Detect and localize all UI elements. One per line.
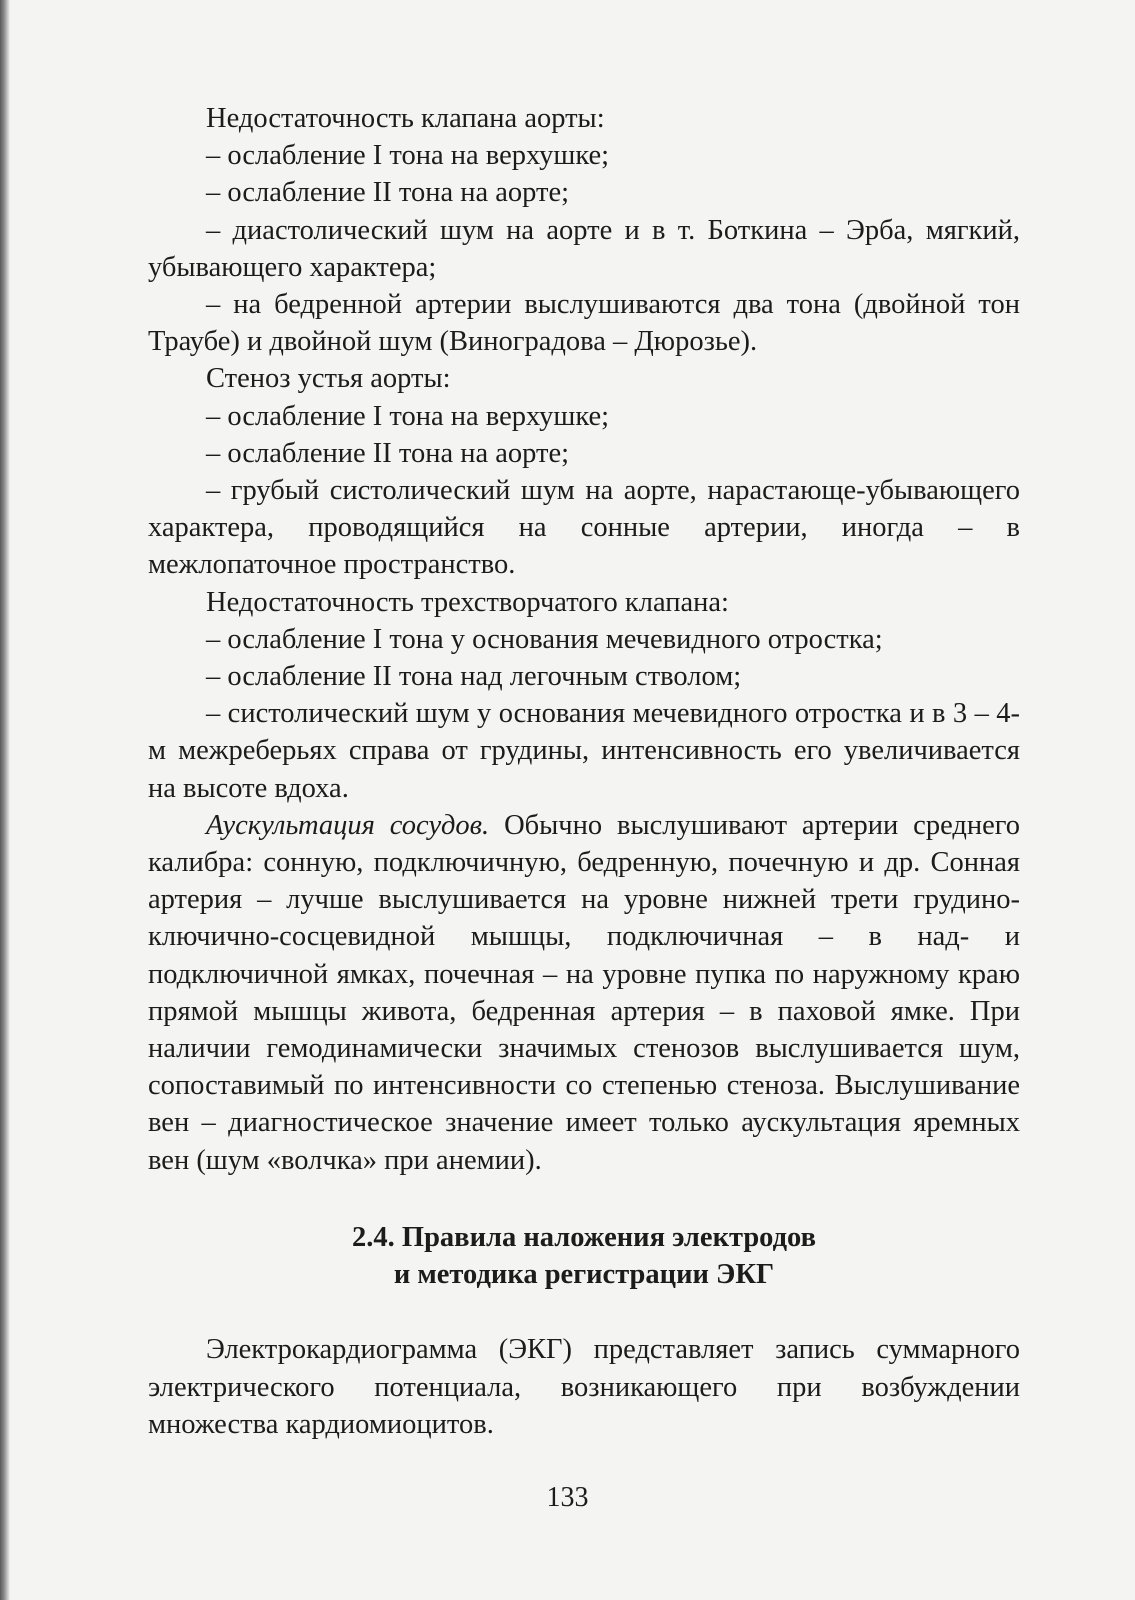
page-number: 133 <box>546 1482 589 1513</box>
paragraph-list-item: – грубый систолический шум на аорте, нарастающе-убывающего характера, проводящийся на сонные артерии, иногда – в межлопаточное пространство. <box>148 475 1020 581</box>
paragraph-vessel-auscultation <box>148 807 1020 1179</box>
paragraph-aortic-insufficiency-title: Недостаточность клапана аорты: <box>206 103 605 134</box>
section-heading-line1: 2.4. Правила наложения электродов <box>352 1221 816 1253</box>
book-binding-edge <box>0 0 10 1600</box>
paragraph-list-item: – диастолический шум на аорте и в т. Боткина – Эрба, мягкий, убывающего характера; <box>148 214 1020 283</box>
paragraph-list-item: – ослабление II тона над легочным стволом; <box>206 661 742 693</box>
italic-lead-phrase: Аускультация сосудов. <box>206 809 490 841</box>
section-heading-line2: и методика регистрации ЭКГ <box>393 1259 775 1291</box>
paragraph-list-item: – ослабление II тона на аорте; <box>206 437 570 469</box>
paragraph-list-item: – ослабление I тона на верхушке; <box>206 400 610 432</box>
paragraph-list-item: – ослабление I тона на верхушке; <box>206 140 610 172</box>
section-heading <box>148 1219 1020 1293</box>
paragraph-list-item: – ослабление II тона на аорте; <box>206 177 570 209</box>
paragraph-list-item: – на бедренной артерии выслушиваются два тона (двойной тон Траубе) и двойной шум (Виноградова – Дюрозье). <box>148 289 1020 358</box>
document-page <box>148 100 1020 1443</box>
paragraph-ecg-definition: Электрокардиограмма (ЭКГ) представляет запись суммарного электрического потенциала, возникающего при возбуждении множества кардиомиоцитов. <box>148 1334 1020 1440</box>
paragraph-body-text: Обычно выслушивают артерии среднего калибра: сонную, подключичную, бедренную, почечную и др. Сонная артерия – лучше выслушивается на уровне нижней трети грудино-ключично-сосцевидной мышцы, подключичная – в над- и подключичной ямках, почечная – на уровне пупка по наружному краю прямой мышцы живота, бедренная артерия – в паховой ямке. При наличии гемодинамически значимых стенозов выслушивается шум, сопоставимый по интенсивности со степенью стеноза. Выслушивание вен – диагностическое значение имеет только аускультация яремных вен (шум «волчка» при анемии). <box>148 809 1020 1176</box>
paragraph-aortic-stenosis-title: Стеноз устья аорты: <box>206 363 451 395</box>
paragraph-list-item: – ослабление I тона у основания мечевидного отростка; <box>206 623 883 655</box>
paragraph-list-item: – систолический шум у основания мечевидного отростка и в 3 – 4-м межреберьях справа от грудины, интенсивность его увеличивается на высоте вдоха. <box>148 698 1020 804</box>
paragraph-tricuspid-insufficiency-title: Недостаточность трехстворчатого клапана: <box>206 586 729 618</box>
